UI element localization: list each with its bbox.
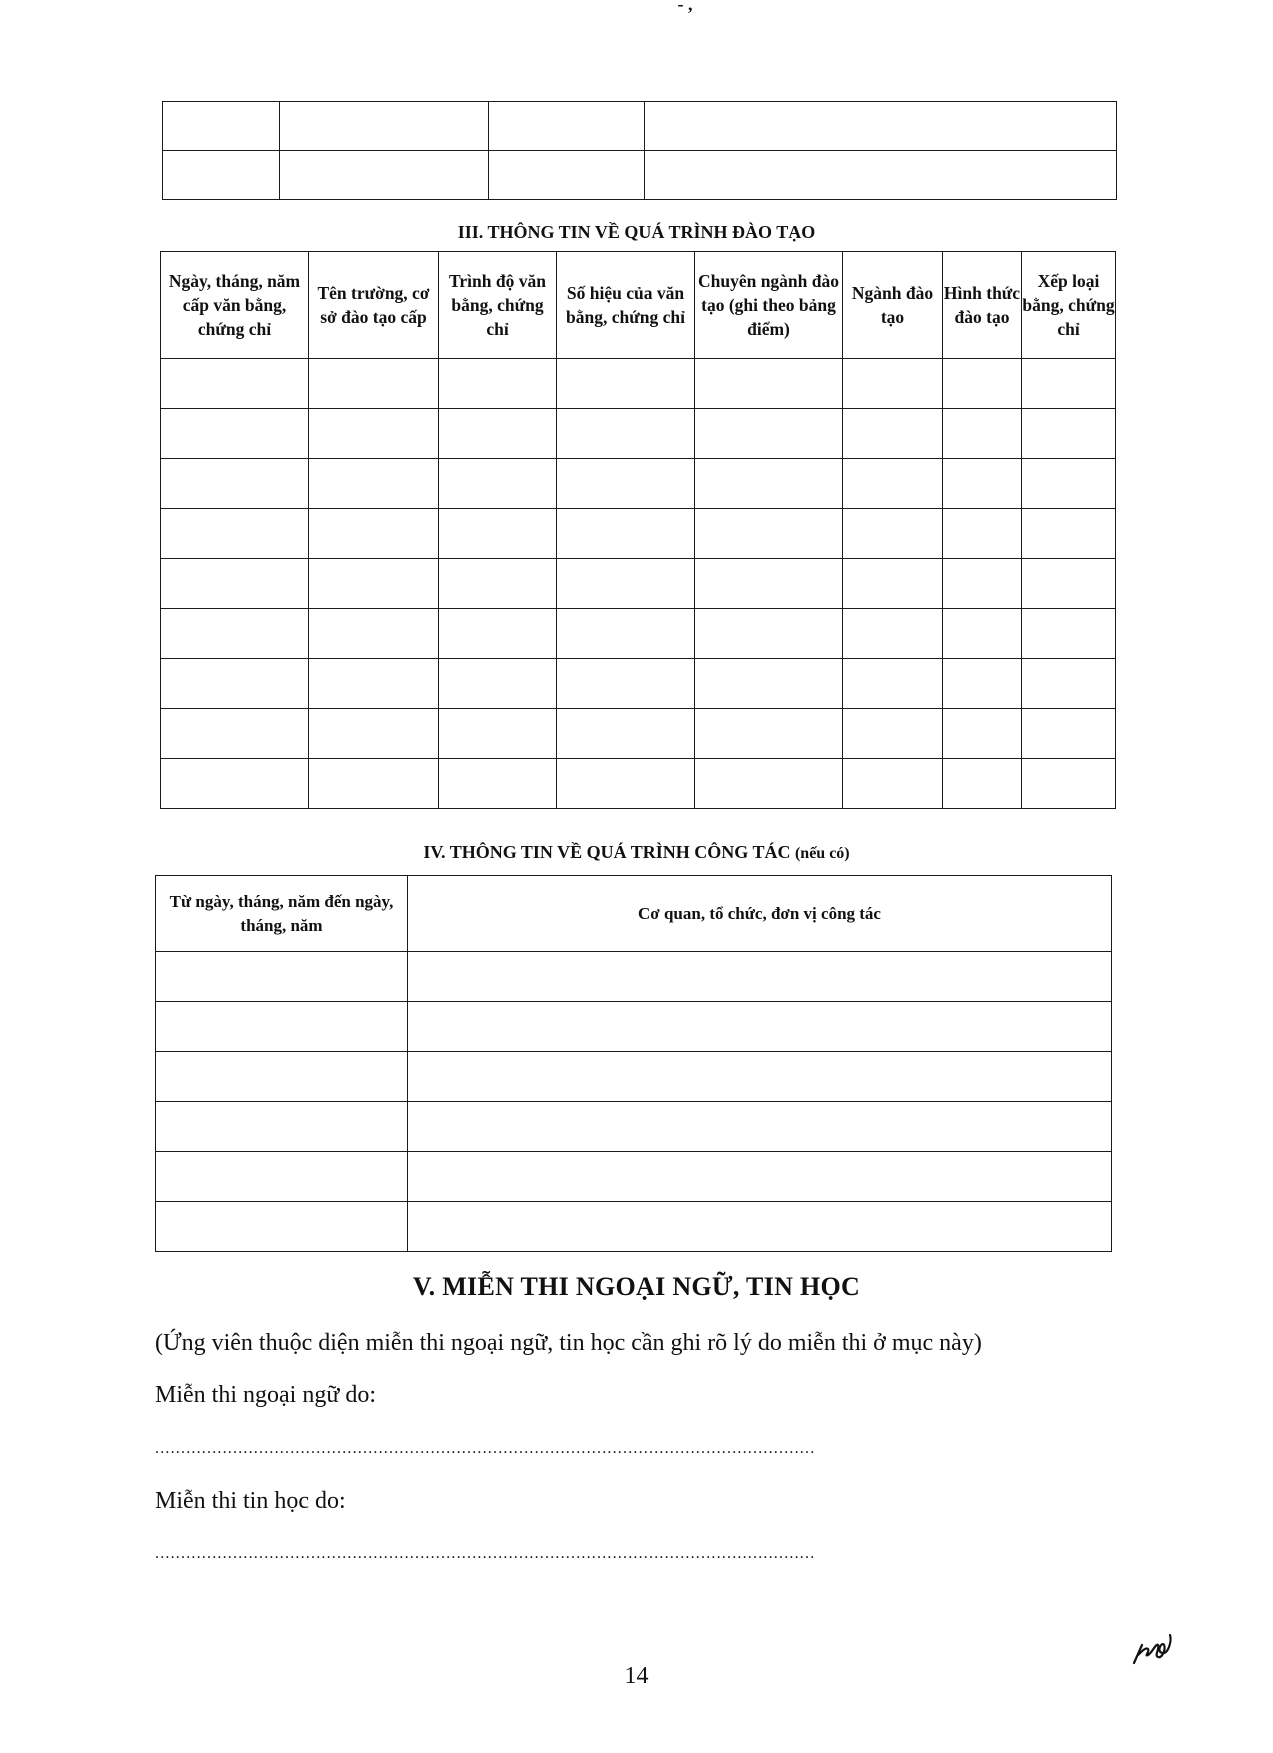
table-cell[interactable]	[161, 409, 309, 459]
table-cell[interactable]	[161, 709, 309, 759]
table-row	[161, 509, 1116, 559]
table-cell[interactable]	[843, 759, 943, 809]
table-cell[interactable]	[695, 359, 843, 409]
table-cell[interactable]	[439, 409, 557, 459]
table-row	[163, 102, 1117, 151]
table-row	[156, 1102, 1112, 1152]
table-header-row	[161, 252, 1116, 359]
table-cell[interactable]	[943, 359, 1022, 409]
col-header-training-mode: Hình thức đào tạo	[943, 252, 1022, 359]
table-row	[161, 659, 1116, 709]
table-row	[156, 1002, 1112, 1052]
table-cell[interactable]	[943, 409, 1022, 459]
col-header-organization: Cơ quan, tổ chức, đơn vị công tác	[408, 876, 1112, 952]
table-cell[interactable]	[439, 359, 557, 409]
previous-section-table-continuation	[162, 101, 1117, 200]
col-header-grade: Xếp loại bằng, chứng chỉ	[1022, 252, 1116, 359]
table-cell[interactable]	[161, 759, 309, 809]
section-4-title	[0, 842, 1273, 863]
table-cell[interactable]	[309, 759, 439, 809]
table-cell[interactable]	[695, 609, 843, 659]
table-cell[interactable]	[280, 102, 489, 151]
table-cell[interactable]	[557, 609, 695, 659]
table-cell[interactable]	[843, 409, 943, 459]
col-header-period: Từ ngày, tháng, năm đến ngày, tháng, năm	[156, 876, 408, 952]
table-cell[interactable]	[161, 359, 309, 409]
table-cell[interactable]	[163, 102, 280, 151]
col-header-specialization: Chuyên ngành đào tạo (ghi theo bảng điểm)	[695, 252, 843, 359]
table-cell[interactable]	[309, 709, 439, 759]
table-row	[156, 1152, 1112, 1202]
table-cell[interactable]	[489, 151, 645, 200]
table-cell[interactable]	[943, 659, 1022, 709]
table-row	[156, 952, 1112, 1002]
table-cell[interactable]	[161, 459, 309, 509]
top-edge-mark: - ,	[677, 0, 693, 14]
table-row	[156, 1202, 1112, 1252]
col-header-issue-date: Ngày, tháng, năm cấp văn bằng, chứng chỉ	[161, 252, 309, 359]
table-cell[interactable]	[1022, 459, 1116, 509]
table-cell[interactable]	[439, 509, 557, 559]
col-header-certificate-number: Số hiệu của văn bằng, chứng chỉ	[557, 252, 695, 359]
table-row	[156, 1052, 1112, 1102]
it-exemption-label: Miễn thi tin học do:	[155, 1488, 346, 1514]
table-cell[interactable]	[156, 1002, 408, 1052]
table-cell[interactable]	[156, 952, 408, 1002]
col-header-school-name: Tên trường, cơ sở đào tạo cấp	[309, 252, 439, 359]
col-header-degree-level: Trình độ văn bằng, chứng chỉ	[439, 252, 557, 359]
table-row	[161, 709, 1116, 759]
table-cell[interactable]	[309, 459, 439, 509]
table-cell[interactable]	[695, 559, 843, 609]
table-cell[interactable]	[943, 509, 1022, 559]
table-cell[interactable]	[408, 1202, 1112, 1252]
table-cell[interactable]	[280, 151, 489, 200]
table-cell[interactable]	[843, 359, 943, 409]
table-cell[interactable]	[439, 609, 557, 659]
table-cell[interactable]	[557, 659, 695, 709]
table-cell[interactable]	[943, 459, 1022, 509]
table-cell[interactable]	[439, 459, 557, 509]
table-cell[interactable]	[695, 759, 843, 809]
table-row	[161, 609, 1116, 659]
table-cell[interactable]	[1022, 709, 1116, 759]
table-cell[interactable]	[408, 1152, 1112, 1202]
table-cell[interactable]	[309, 609, 439, 659]
table-row	[161, 559, 1116, 609]
table-cell[interactable]	[695, 709, 843, 759]
table-cell[interactable]	[843, 459, 943, 509]
table-cell[interactable]	[557, 559, 695, 609]
table-cell[interactable]	[695, 509, 843, 559]
table-row	[161, 459, 1116, 509]
table-cell[interactable]	[309, 509, 439, 559]
col-header-field-of-study: Ngành đào tạo	[843, 252, 943, 359]
table-cell[interactable]	[408, 1052, 1112, 1102]
table-cell[interactable]	[439, 659, 557, 709]
table-cell[interactable]	[1022, 409, 1116, 459]
table-cell[interactable]	[156, 1052, 408, 1102]
table-row	[163, 151, 1117, 200]
table-cell[interactable]	[557, 359, 695, 409]
table-cell[interactable]	[943, 609, 1022, 659]
section-4-title-note	[795, 845, 850, 862]
section-4-title-text: IV. THÔNG TIN VỀ QUÁ TRÌNH CÔNG TÁC	[423, 842, 791, 862]
table-cell[interactable]	[943, 759, 1022, 809]
table-cell[interactable]	[163, 151, 280, 200]
table-cell[interactable]	[1022, 659, 1116, 709]
foreign-language-exemption-field[interactable]: ...............................................................................................................................	[155, 1440, 816, 1457]
handwritten-initials-icon	[1128, 1625, 1178, 1670]
table-cell[interactable]	[557, 759, 695, 809]
work-history-table	[155, 875, 1112, 1252]
table-cell[interactable]	[156, 1102, 408, 1152]
section-3-title: III. THÔNG TIN VỀ QUÁ TRÌNH ĐÀO TẠO	[457, 222, 816, 242]
table-cell[interactable]	[439, 759, 557, 809]
table-cell[interactable]	[843, 659, 943, 709]
foreign-language-exemption-label: Miễn thi ngoại ngữ do:	[155, 1382, 376, 1408]
table-cell[interactable]	[1022, 759, 1116, 809]
table-cell[interactable]	[843, 559, 943, 609]
section-5-title: V. MIỄN THI NGOẠI NGỮ, TIN HỌC	[412, 1272, 861, 1301]
table-cell[interactable]	[943, 709, 1022, 759]
table-cell[interactable]	[309, 359, 439, 409]
table-cell[interactable]	[557, 709, 695, 759]
table-cell[interactable]	[695, 459, 843, 509]
table-cell[interactable]	[408, 952, 1112, 1002]
table-cell[interactable]	[645, 151, 1117, 200]
table-cell[interactable]	[1022, 559, 1116, 609]
table-cell[interactable]	[161, 559, 309, 609]
table-row	[161, 759, 1116, 809]
table-cell[interactable]	[695, 659, 843, 709]
training-history-table	[160, 251, 1116, 809]
table-cell[interactable]	[408, 1002, 1112, 1052]
table-cell[interactable]	[557, 509, 695, 559]
table-cell[interactable]	[489, 102, 645, 151]
table-cell[interactable]	[843, 709, 943, 759]
table-cell[interactable]	[843, 609, 943, 659]
table-cell[interactable]	[161, 659, 309, 709]
section-5-note: (Ứng viên thuộc diện miễn thi ngoại ngữ, tin học cần ghi rõ lý do miễn thi ở mục này)	[155, 1330, 982, 1356]
it-exemption-field[interactable]: ...............................................................................................................................	[155, 1545, 816, 1562]
table-cell[interactable]	[1022, 609, 1116, 659]
table-cell[interactable]	[408, 1102, 1112, 1152]
table-cell[interactable]	[943, 559, 1022, 609]
page-number: 14	[624, 1663, 649, 1689]
table-cell[interactable]	[161, 509, 309, 559]
table-cell[interactable]	[843, 509, 943, 559]
table-cell[interactable]	[1022, 359, 1116, 409]
table-cell[interactable]	[557, 409, 695, 459]
table-cell[interactable]	[1022, 509, 1116, 559]
table-cell[interactable]	[156, 1152, 408, 1202]
table-row	[161, 409, 1116, 459]
table-row	[161, 359, 1116, 409]
table-cell[interactable]	[645, 102, 1117, 151]
table-cell[interactable]	[695, 409, 843, 459]
table-cell[interactable]	[309, 659, 439, 709]
table-cell[interactable]	[156, 1202, 408, 1252]
table-cell[interactable]	[439, 709, 557, 759]
table-header-row	[156, 876, 1112, 952]
table-cell[interactable]	[309, 409, 439, 459]
table-cell[interactable]	[439, 559, 557, 609]
table-cell[interactable]	[161, 609, 309, 659]
section-4-title-note-text: (nếu có)	[794, 845, 850, 862]
table-cell[interactable]	[557, 459, 695, 509]
table-cell[interactable]	[309, 559, 439, 609]
